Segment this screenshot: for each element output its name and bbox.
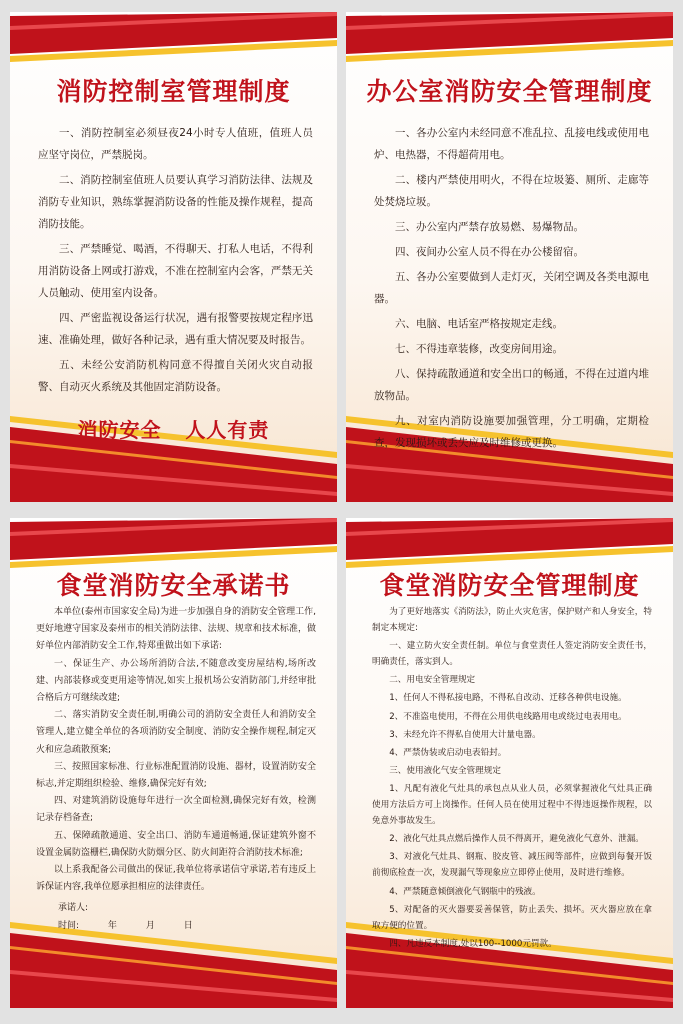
day-label: 日 — [183, 920, 193, 931]
rule-paragraph: 三、办公室内严禁存放易燃、易爆物品。 — [395, 221, 584, 233]
rule-paragraph: 三、按照国家标准、行业标准配置消防设施、器材，设置消防安全标志,并定期组织检验、维修,确保完好有效; — [36, 761, 316, 790]
rule-paragraph: 四、严密监视设备运行状况，遇有报警要按规定程序迅速、准确处理，做好各种记录，遇有重大情况要及时报告。 — [38, 312, 313, 346]
poster-title: 办公室消防安全管理制度 — [366, 77, 653, 106]
rule-paragraph: 三、严禁睡觉、喝酒，不得聊天、打私人电话，不得利用消防设备上网或打游戏，不准在控制室内会客，严禁无关人员触动、使用室内设备。 — [38, 243, 313, 299]
rule-paragraph: 二、消防控制室值班人员要认真学习消防法律、法规及消防专业知识，熟练掌握消防设备的性能及操作规程，提高消防技能。 — [38, 174, 313, 230]
rule-paragraph: 一、消防控制室必须昼夜24小时专人值班，值班人员应坚守岗位，严禁脱岗。 — [38, 127, 313, 161]
rule-paragraph: 5、对配备的灭火器要妥善保管，防止丢失、损坏。灭火器应放在拿取方便的位置。 — [372, 904, 652, 931]
poster-body — [36, 604, 316, 935]
rule-paragraph: 二、楼内严禁使用明火，不得在垃圾篓、厕所、走廊等处焚烧垃圾。 — [374, 174, 649, 208]
rule-paragraph: 一、保证生产、办公场所消防合法,不随意改变房屋结构,场所改建、内部装修或变更用途等情况,如实上报机场公安消防部门,并经审批合格后方可继续改建; — [36, 658, 316, 704]
rule-paragraph: 3、未经允许不得私自使用大计量电器。 — [389, 729, 541, 740]
rule-paragraph: 以上系我配备公司做出的保证,我单位将承诺信守承诺,若有违反上诉保证内容,我单位愿承担相应的法律责任。 — [36, 865, 316, 893]
rule-paragraph: 4、严禁伪装或启动电表铅封。 — [389, 747, 507, 758]
rule-paragraph: 四、夜间办公室人员不得在办公楼留宿。 — [395, 246, 584, 258]
time-label: 时间: — [58, 920, 80, 931]
signer-line — [36, 900, 316, 917]
poster-body — [38, 122, 313, 401]
rule-paragraph: 2、液化气灶具点燃后操作人员不得离开，避免液化气意外、泄漏。 — [389, 834, 644, 845]
rule-paragraph: 七、不得违章装修，改变房间用途。 — [395, 343, 563, 355]
rule-paragraph: 五、各办公室要做到人走灯灭，关闭空调及各类电源电器。 — [374, 271, 649, 305]
rule-paragraph: 六、电脑、电话室严格按规定走线。 — [395, 318, 563, 330]
poster-body — [374, 122, 649, 457]
date-line — [36, 918, 316, 935]
signer-label: 承诺人: — [58, 903, 89, 914]
rule-paragraph: 二、用电安全管理规定 — [389, 675, 476, 686]
rule-paragraph: 为了更好地落实《消防法》，防止火灾危害，保护财产和人身安全，特制定本规定: — [372, 607, 652, 634]
rule-paragraph: 一、各办公室内未经同意不准乱拉、乱接电线或使用电炉、电热器，不得超荷用电。 — [374, 127, 649, 161]
rule-paragraph: 三、使用液化气安全管理规定 — [389, 765, 501, 776]
poster-title: 食堂消防安全承诺书 — [56, 571, 291, 600]
rule-paragraph: 本单位(泰州市国家安全局)为进一步加强自身的消防安全管理工作,更好地遵守国家及泰州市的相关消防法律、法规、规章和技术标准，做好单位内部消防安全工作,特郑重做出如下承诺: — [36, 607, 316, 652]
rule-paragraph: 1、凡配有液化气灶具的承包点从业人员，必须掌握液化气灶具正确使用方法后方可上岗操作。任何人员在使用过程中不得违返操作规程，以免意外事故发生。 — [372, 783, 652, 827]
rule-paragraph: 1、任何人不得私接电路，不得私自改动、迁移各种供电设施。 — [389, 693, 627, 704]
poster-body — [372, 604, 652, 954]
rule-paragraph: 一、建立防火安全责任制。单位与食堂责任人签定消防安全责任书，明确责任，落实到人。 — [372, 641, 652, 668]
rule-paragraph: 2、不准盗电使用，不得在公用供电线路用电或绕过电表用电。 — [389, 711, 627, 722]
poster-control-room — [10, 12, 337, 502]
poster-office-safety — [346, 12, 673, 502]
month-label: 月 — [145, 920, 155, 931]
poster-canteen-commitment — [10, 518, 337, 1008]
rule-paragraph: 二、落实消防安全责任制,明确公司的消防安全责任人和消防安全管理人,建立健全单位的各项消防安全制度、消防安全操作规程,制定灭火和应急疏散预案; — [36, 710, 316, 755]
poster-slogan: 消防安全 人人有责 — [77, 418, 270, 442]
poster-title: 消防控制室管理制度 — [56, 77, 291, 106]
rule-paragraph: 九、对室内消防设施要加强管理，分工明确，定期检查，发现损坏或丢失应及时维修或更换。 — [374, 415, 649, 449]
rule-paragraph: 八、保持疏散通道和安全出口的畅通，不得在过道内堆放物品。 — [374, 368, 649, 402]
poster-canteen-management — [346, 518, 673, 1008]
year-label: 年 — [107, 920, 117, 931]
rule-paragraph: 四、凡违反本制度,处以100--1000元罚款。 — [389, 938, 557, 949]
rule-paragraph: 五、保障疏散通道、安全出口、消防车通道畅通,保证建筑外窗不设置金属防盗栅栏,确保防火防烟分区、防火间距符合消防技术标准; — [36, 830, 316, 858]
poster-title: 食堂消防安全管理制度 — [379, 571, 640, 600]
rule-paragraph: 3、对液化气灶具、钢瓶、胶皮管、减压阀等部件，应做到每餐开饭前彻底检查一次，发现漏气等现象应立即停止使用，及时进行维修。 — [372, 852, 652, 879]
rule-paragraph: 五、未经公安消防机构同意不得擅自关闭火灾自动报警、自动灭火系统及其他固定消防设备。 — [38, 359, 313, 393]
rule-paragraph: 4、严禁随意倾倒液化气钢瓶中的残液。 — [389, 886, 541, 897]
rule-paragraph: 四、对建筑消防设施每年进行一次全面检测,确保完好有效，检测记录存档备查; — [36, 796, 316, 824]
